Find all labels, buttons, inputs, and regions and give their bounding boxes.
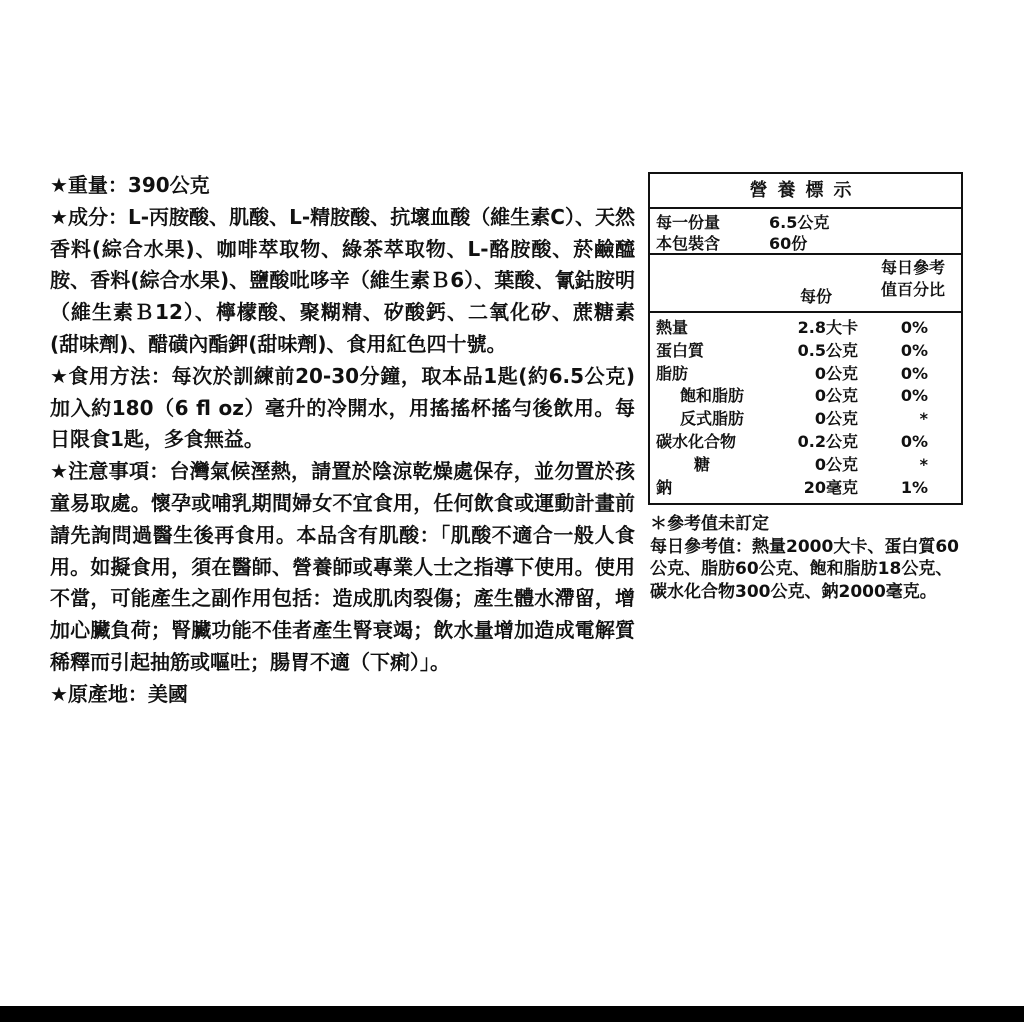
nutrient-name: 脂肪 — [656, 363, 689, 383]
nutrient-daily-percent: 1% — [900, 477, 928, 497]
nutrition-row — [650, 317, 961, 340]
nutrition-rows — [650, 313, 961, 499]
nutrient-daily-percent: * — [919, 454, 928, 474]
nutrition-row — [650, 431, 961, 454]
daily-value-header — [868, 257, 958, 301]
nutrient-daily-percent: 0% — [900, 386, 928, 406]
nutrient-daily-percent: 0% — [900, 318, 928, 337]
per-serving-header: 每份 — [800, 287, 833, 306]
nutrient-daily-percent: 0% — [900, 363, 928, 383]
nutrient-amount: 0.2公克 — [797, 431, 858, 451]
nutrient-name: 蛋白質 — [656, 340, 705, 360]
daily-reference-note: 每日參考值：熱量2000大卡、蛋白質60公克、脂肪60公克、飽和脂肪18公克、碳水化合物300公克、鈉2000毫克。 — [650, 536, 959, 602]
daily-value-header-line2: 值百分比 — [880, 280, 945, 299]
nutrient-daily-percent: 0% — [900, 340, 928, 360]
nutrient-name: 糖 — [694, 454, 711, 474]
daily-value-header-line1: 每日參考 — [880, 258, 945, 277]
nutrition-row — [650, 363, 961, 386]
nutrient-amount: 0公克 — [814, 363, 858, 383]
nutrient-amount: 0公克 — [814, 386, 858, 406]
nutrient-amount: 0.5公克 — [797, 340, 858, 360]
serving-size-label: 每一份量 — [656, 213, 721, 232]
servings-per-pack-value: 60份 — [769, 234, 808, 253]
nutrient-amount: 0公克 — [814, 454, 858, 474]
nutrient-daily-percent: * — [919, 409, 928, 429]
origin-line: ★原產地：美國 — [50, 681, 188, 706]
serving-size-value: 6.5公克 — [769, 213, 830, 232]
ingredients-paragraph: ★成分：L-丙胺酸、肌酸、L-精胺酸、抗壞血酸（維生素C）、天然香料(綜合水果)、咖啡萃取物、綠茶萃取物、L-酪胺酸、菸鹼醯胺、香料(綜合水果)、鹽酸吡哆辛（維生素Ｂ6）、葉酸、氰鈷胺明（維生素Ｂ12）、檸檬酸、聚糊精、矽酸鈣、二氧化矽、蔗糖素(甜味劑)、醋磺內酯鉀(甜味劑)、食用紅色四十號。 — [50, 204, 635, 356]
bottom-bar — [0, 1006, 1024, 1022]
nutrient-name: 熱量 — [656, 318, 689, 337]
nutrient-amount: 20毫克 — [803, 477, 858, 497]
nutrient-name: 飽和脂肪 — [680, 386, 745, 406]
nutrition-row — [650, 340, 961, 363]
nutrient-name: 碳水化合物 — [656, 431, 737, 451]
nutrient-name: 反式脂肪 — [680, 409, 745, 429]
nutrient-amount: 0公克 — [814, 409, 858, 429]
servings-per-pack-label: 本包裝含 — [656, 234, 721, 253]
serving-info — [650, 209, 961, 255]
weight-line: ★重量：390公克 — [50, 173, 210, 197]
nutrition-title: 營養標示 — [650, 174, 961, 209]
precautions-paragraph: ★注意事項：台灣氣候溼熱，請置於陰涼乾燥處保存，並勿置於孩童易取處。懷孕或哺乳期間婦女不宜食用，任何飲食或運動計畫前請先詢問過醫生後再食用。本品含有肌酸：「肌酸不適合一般人食用。如擬食用，須在醫師、營養師或專業人士之指導下使用。使用不當，可能產生之副作用包括：造成肌肉裂傷；產生體水滯留，增加心臟負荷；腎臟功能不佳者產生腎衰竭；飲水量增加造成電解質稀釋而引起抽筋或嘔吐；腸胃不適（下痢）」。 — [50, 459, 635, 674]
usage-paragraph: ★食用方法：每次於訓練前20-30分鐘，取本品1匙(約6.5公克)加入約180（6 fl oz）毫升的冷開水，用搖搖杯搖勻後飲用。每日限食1匙，多食無益。 — [50, 363, 635, 452]
nutrient-name: 鈉 — [656, 477, 673, 497]
nutrition-notes — [650, 513, 968, 603]
nutrition-row — [650, 477, 961, 500]
product-info — [50, 170, 635, 711]
nutrient-daily-percent: 0% — [900, 431, 928, 451]
nutrition-row — [650, 385, 961, 408]
nutrition-row — [650, 454, 961, 477]
footnote: ＊參考值未訂定 — [650, 514, 769, 534]
nutrition-row — [650, 408, 961, 431]
nutrition-label — [648, 172, 963, 505]
nutrition-column-headers — [650, 255, 961, 313]
nutrient-amount: 2.8大卡 — [797, 318, 858, 337]
